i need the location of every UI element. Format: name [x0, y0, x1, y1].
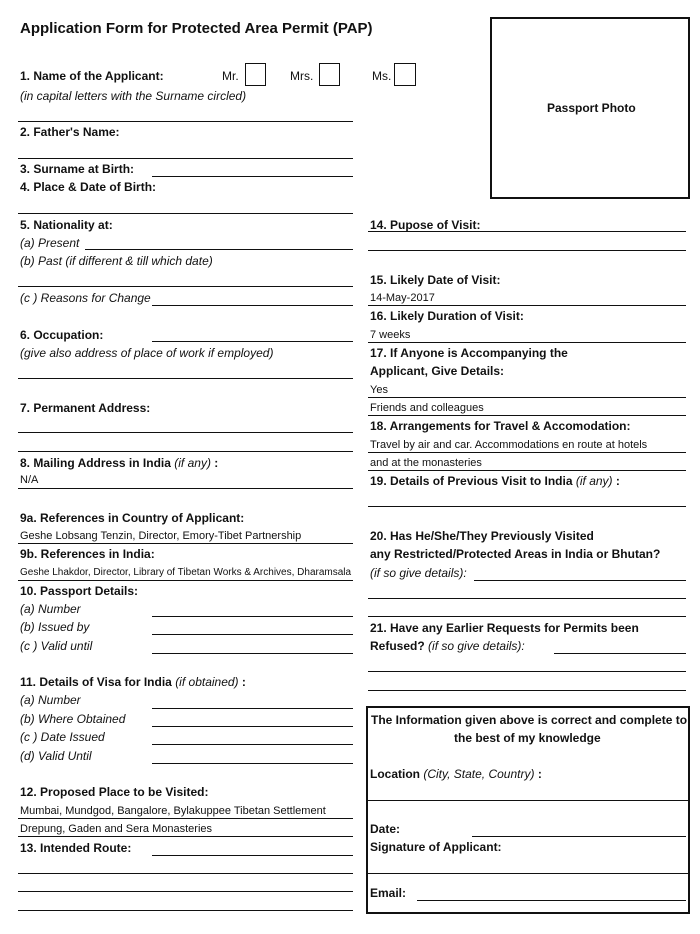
q3-label: 3. Surname at Birth:: [20, 162, 135, 176]
visit-duration-field[interactable]: [368, 342, 686, 343]
email-field[interactable]: [417, 900, 686, 901]
q11-label-group: 11. Details of Visa for India (if obtained) :: [20, 675, 246, 689]
q10c-label: (c ) Valid until: [20, 639, 93, 653]
permanent-address-field-2[interactable]: [18, 451, 353, 452]
name-field[interactable]: [18, 121, 353, 122]
surname-at-birth-field[interactable]: [152, 176, 353, 177]
q11c-label: (c ) Date Issued: [20, 730, 105, 744]
travel-arrangements-field-2[interactable]: [368, 470, 686, 471]
places-to-visit-value-1[interactable]: Mumbai, Mundgod, Bangalore, Bylakuppee Tibetan Settlement: [20, 805, 326, 817]
q20-label-2: any Restricted/Protected Areas in India or Bhutan?: [370, 547, 661, 561]
ms-label: Ms.: [372, 69, 392, 83]
declaration-line-1: The Information given above is correct and complete to: [371, 713, 688, 727]
places-to-visit-value-2[interactable]: Drepung, Gaden and Sera Monasteries: [20, 823, 213, 835]
date-field[interactable]: [472, 836, 686, 837]
places-to-visit-field-1[interactable]: [18, 818, 353, 819]
q5b-label: (b) Past (if different & till which date): [20, 254, 213, 268]
earlier-requests-field-2[interactable]: [368, 671, 686, 672]
nationality-present-field[interactable]: [85, 249, 353, 250]
references-country-value[interactable]: Geshe Lobsang Tenzin, Director, Emory-Tibet Partnership: [20, 530, 302, 542]
visit-date-value[interactable]: 14-May-2017: [370, 292, 435, 304]
mrs-label: Mrs.: [290, 69, 314, 83]
restricted-areas-field-1[interactable]: [474, 580, 686, 581]
q7-label: 7. Permanent Address:: [20, 401, 151, 415]
places-to-visit-field-2[interactable]: [18, 836, 353, 837]
restricted-areas-field-2[interactable]: [368, 598, 686, 599]
mr-checkbox[interactable]: [245, 63, 266, 86]
reasons-for-change-field[interactable]: [152, 305, 353, 306]
q11b-label: (b) Where Obtained: [20, 712, 126, 726]
earlier-requests-field-1[interactable]: [554, 653, 686, 654]
accompanying-value-1[interactable]: Yes: [370, 384, 388, 396]
intended-route-field-4[interactable]: [18, 910, 353, 911]
q16-label: 16. Likely Duration of Visit:: [370, 309, 524, 323]
q15-label: 15. Likely Date of Visit:: [370, 273, 501, 287]
intended-route-field-2[interactable]: [18, 873, 353, 874]
q2-label: 2. Father's Name:: [20, 125, 120, 139]
q19-label-group: 19. Details of Previous Visit to India (if any) :: [370, 474, 620, 488]
visa-valid-until-field[interactable]: [152, 763, 353, 764]
q13-label: 13. Intended Route:: [20, 841, 132, 855]
q9b-label: 9b. References in India:: [20, 547, 155, 561]
q8-label-group: 8. Mailing Address in India (if any) :: [20, 456, 219, 470]
references-india-field[interactable]: [18, 580, 353, 581]
occupation-field[interactable]: [152, 341, 353, 342]
location-label-group: Location (City, State, Country) :: [370, 767, 542, 781]
q11a-label: (a) Number: [20, 693, 81, 707]
q10-label: 10. Passport Details:: [20, 584, 139, 598]
q21-label-2-group: Refused? (if so give details):: [370, 639, 525, 653]
fathers-name-field[interactable]: [18, 158, 353, 159]
q14-label: 14. Pupose of Visit:: [370, 218, 481, 232]
intended-route-field-3[interactable]: [18, 891, 353, 892]
passport-photo-label: Passport Photo: [547, 101, 636, 115]
passport-valid-until-field[interactable]: [152, 653, 353, 654]
q5-label: 5. Nationality at:: [20, 218, 113, 232]
visit-date-field[interactable]: [368, 305, 686, 306]
earlier-requests-field-3[interactable]: [368, 690, 686, 691]
accompanying-value-2[interactable]: Friends and colleagues: [370, 402, 484, 414]
form-title: Application Form for Protected Area Permit (PAP): [20, 20, 373, 37]
restricted-areas-field-3[interactable]: [368, 616, 686, 617]
q5c-label: (c ) Reasons for Change: [20, 291, 151, 305]
q6-hint: (give also address of place of work if employed): [20, 346, 274, 360]
q6-label: 6. Occupation:: [20, 328, 104, 342]
date-label: Date:: [370, 822, 401, 836]
purpose-field-2[interactable]: [368, 250, 686, 251]
email-label: Email:: [370, 886, 407, 900]
accompanying-field-2[interactable]: [368, 415, 686, 416]
q20-hint: (if so give details):: [370, 566, 467, 580]
mrs-checkbox[interactable]: [319, 63, 340, 86]
visa-date-issued-field[interactable]: [152, 744, 353, 745]
nationality-past-field[interactable]: [18, 286, 353, 287]
visa-number-field[interactable]: [152, 708, 353, 709]
intended-route-field-1[interactable]: [152, 855, 353, 856]
q21-label-1: 21. Have any Earlier Requests for Permits been: [370, 621, 639, 635]
q20-label-1: 20. Has He/She/They Previously Visited: [370, 529, 594, 543]
passport-issued-by-field[interactable]: [152, 634, 353, 635]
signature-label: Signature of Applicant:: [370, 840, 502, 854]
previous-visit-field[interactable]: [368, 506, 686, 507]
q9a-label: 9a. References in Country of Applicant:: [20, 511, 245, 525]
q18-label: 18. Arrangements for Travel & Accomodation:: [370, 419, 631, 433]
references-country-field[interactable]: [18, 543, 353, 544]
passport-number-field[interactable]: [152, 616, 353, 617]
mailing-address-value[interactable]: N/A: [20, 474, 39, 486]
q5a-label: (a) Present: [20, 236, 80, 250]
mailing-address-field[interactable]: [18, 488, 353, 489]
travel-arrangements-field-1[interactable]: [368, 452, 686, 453]
q1-label: 1. Name of the Applicant:: [20, 69, 164, 83]
visit-duration-value[interactable]: 7 weeks: [370, 329, 411, 341]
declaration-line-2: the best of my knowledge: [454, 731, 601, 745]
signature-field[interactable]: [368, 873, 688, 874]
q4-label: 4. Place & Date of Birth:: [20, 180, 157, 194]
permanent-address-field-1[interactable]: [18, 432, 353, 433]
mr-label: Mr.: [222, 69, 239, 83]
workplace-address-field[interactable]: [18, 378, 353, 379]
travel-arrangements-value-2[interactable]: and at the monasteries: [370, 457, 482, 469]
q17-label-1: 17. If Anyone is Accompanying the: [370, 346, 568, 360]
q17-label-2: Applicant, Give Details:: [370, 364, 505, 378]
q1-hint: (in capital letters with the Surname circled): [20, 89, 247, 103]
place-date-of-birth-field[interactable]: [18, 213, 353, 214]
q12-label: 12. Proposed Place to be Visited:: [20, 785, 209, 799]
q10a-label: (a) Number: [20, 602, 81, 616]
visa-where-obtained-field[interactable]: [152, 726, 353, 727]
travel-arrangements-value-1[interactable]: Travel by air and car. Accommodations en route at hotels: [370, 439, 648, 451]
q10b-label: (b) Issued by: [20, 620, 90, 634]
purpose-field-1[interactable]: [368, 231, 686, 232]
q11d-label: (d) Valid Until: [20, 749, 92, 763]
ms-checkbox[interactable]: [394, 63, 416, 86]
location-field[interactable]: [368, 800, 688, 801]
accompanying-field-1[interactable]: [368, 397, 686, 398]
references-india-value[interactable]: Geshe Lhakdor, Director, Library of Tibetan Works & Archives, Dharamsala: [20, 567, 352, 578]
